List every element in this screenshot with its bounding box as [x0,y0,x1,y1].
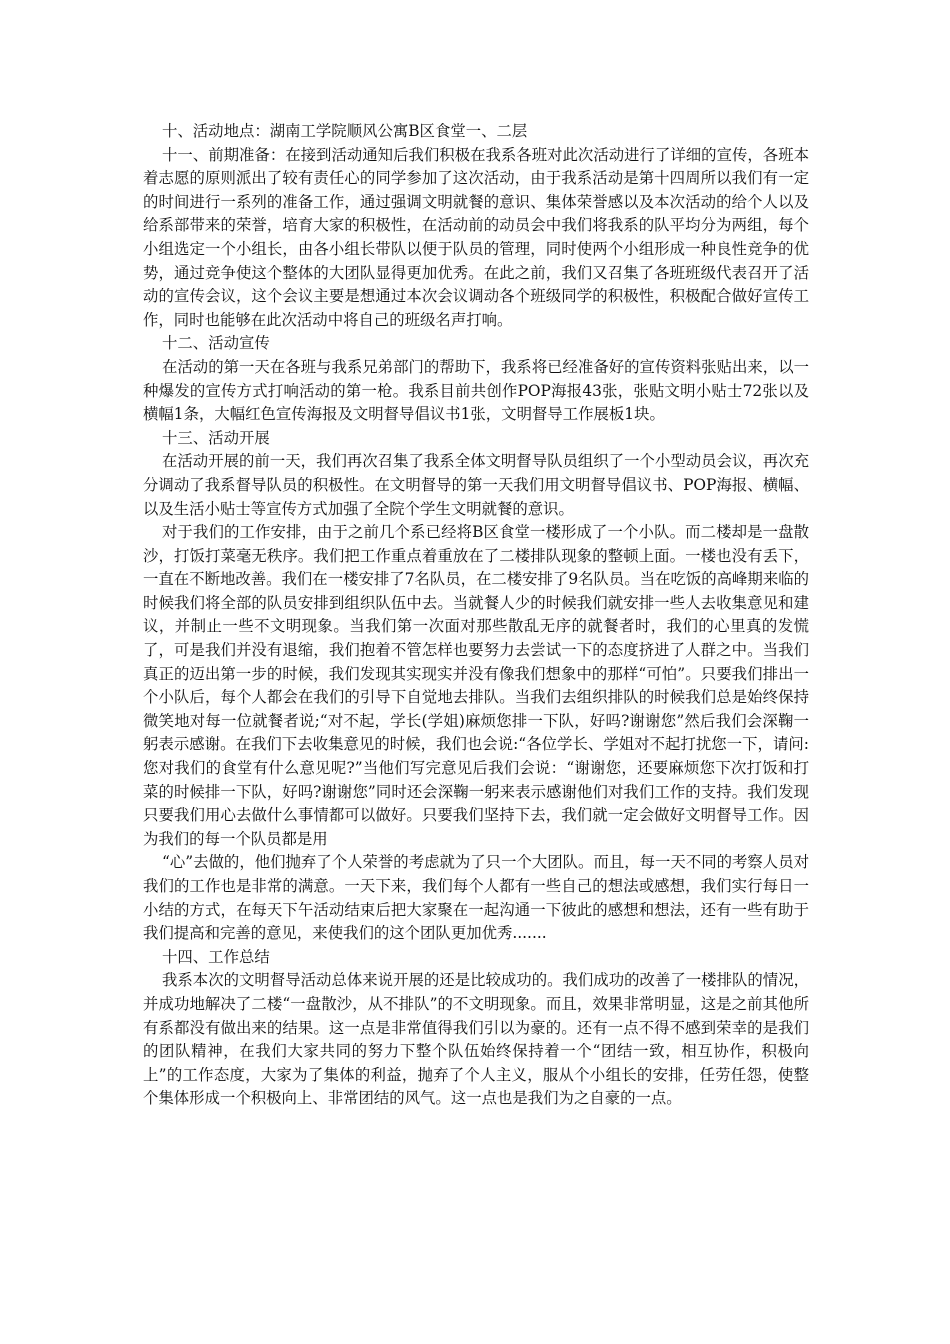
section-12-heading: 十二、活动宣传 [162,334,270,353]
section-14-heading: 十四、工作总结 [162,947,270,966]
section-13-paragraph-2: 对于我们的工作安排，由于之前几个系已经将B区食堂一楼形成了一个小队。而二楼却是一盘散沙，打饭打菜毫无秩序。我们把工作重点着重放在了二楼排队现象的整顿上面。一楼也没有丢下，一直在不断地改善。我们在一楼安排了7名队员，在二楼安排了9名队员。当在吃饭的高峰期来临的时候我们将全部的队员安排到组织队伍中去。当就餐人少的时候我们就安排一些人去收集意见和建议，并制止一些不文明现象。当我们第一次面对那些散乱无序的就餐者时，我们的心里真的发慌了，可是我们并没有退缩，我们抱着不管怎样也要努力去尝试一下的态度挤进了人群之中。当我们真正的迈出第一步的时候，我们发现其实现实并没有像我们想象中的那样“可怕”。只要我们排出一个小队后，每个人都会在我们的引导下自觉地去排队。当我们去组织排队的时候我们总是始终保持微笑地对每一位就餐者说;“对不起，学长(学姐)麻烦您排一下队，好吗?谢谢您”然后我们会深鞠一躬表示感谢。在我们下去收集意见的时候，我们也会说:“各位学长、学姐对不起打扰您一下，请问:您对我们的食堂有什么意见呢?”当他们写完意见后我们会说：“谢谢您，还要麻烦您下次打饭和打菜的时候排一下队，好吗?谢谢您”同时还会深鞠一躬来表示感谢他们对我们工作的支持。我们发现只要我们用心去做什么事情都可以做好。只要我们坚持下去，我们就一定会做好文明督导工作。因为我们的每一个队员都是用 [143,523,809,848]
section-10-heading: 十、活动地点：湖南工学院顺风公寓B区食堂一、二层 [162,122,528,140]
section-13-paragraph-3: “心”去做的，他们抛弃了个人荣誉的考虑就为了只一个大团队。而且，每一天不同的考察人员对我们的工作也是非常的满意。一天下来，我们每个人都有一些自己的想法或感想，我们实行每日一小结的方式，在每天下午活动结束后把大家聚在一起沟通一下彼此的感想和想法，还有一些有助于我们提高和完善的意见，来使我们的这个团队更加优秀....... [143,853,809,943]
section-13-paragraph-1: 在活动开展的前一天，我们再次召集了我系全体文明督导队员组织了一个小型动员会议，再次充分调动了我系督导队员的积极性。在文明督导的第一天我们用文明督导倡议书、POP海报、横幅、以及生活小贴士等宣传方式加强了全院个学生文明就餐的意识。 [143,452,809,518]
section-11-paragraph: 十一、前期准备：在接到活动通知后我们积极在我系各班对此次活动进行了详细的宣传，各班本着志愿的原则派出了较有责任心的同学参加了这次活动，由于我系活动是第十四周所以我们有一定的时间进行一系列的准备工作，通过强调文明就餐的意识、集体荣誉感以及本次活动的给个人以及给系部带来的荣誉，培育大家的积极性，在活动前的动员会中我们将我系的队平均分为两组，每个小组选定一个小组长，由各小组长带队以便于队员的管理，同时使两个小组形成一种良性竞争的优势，通过竞争使这个整体的大团队显得更加优秀。在此之前，我们又召集了各班班级代表召开了活动的宣传会议，这个会议主要是想通过本次会议调动各个班级同学的积极性，积极配合做好宣传工作，同时也能够在此次活动中将自己的班级名声打响。 [143,145,809,329]
section-14-paragraph: 我系本次的文明督导活动总体来说开展的还是比较成功的。我们成功的改善了一楼排队的情况，并成功地解决了二楼“一盘散沙，从不排队”的不文明现象。而且，效果非常明显，这是之前其他所有系都没有做出来的结果。这一点是非常值得我们引以为豪的。还有一点不得不感到荣幸的是我们的团队精神，在我们大家共同的努力下整个队伍始终保持着一个“团结一致，相互协作，积极向上”的工作态度，大家为了集体的利益，抛弃了个人主义，服从个小组长的安排，任劳任怨，使整个集体形成一个积极向上、非常团结的风气。这一点也是我们为之自豪的一点。 [143,971,809,1108]
document-page [143,120,809,1111]
section-13-heading: 十三、活动开展 [162,428,270,447]
section-12-paragraph: 在活动的第一天在各班与我系兄弟部门的帮助下，我系将已经准备好的宣传资料张贴出来，以一种爆发的宣传方式打响活动的第一枪。我系目前共创作POP海报43张，张贴文明小贴士72张以及横幅1条，大幅红色宣传海报及文明督导倡议书1张，文明督导工作展板1块。 [143,357,809,424]
